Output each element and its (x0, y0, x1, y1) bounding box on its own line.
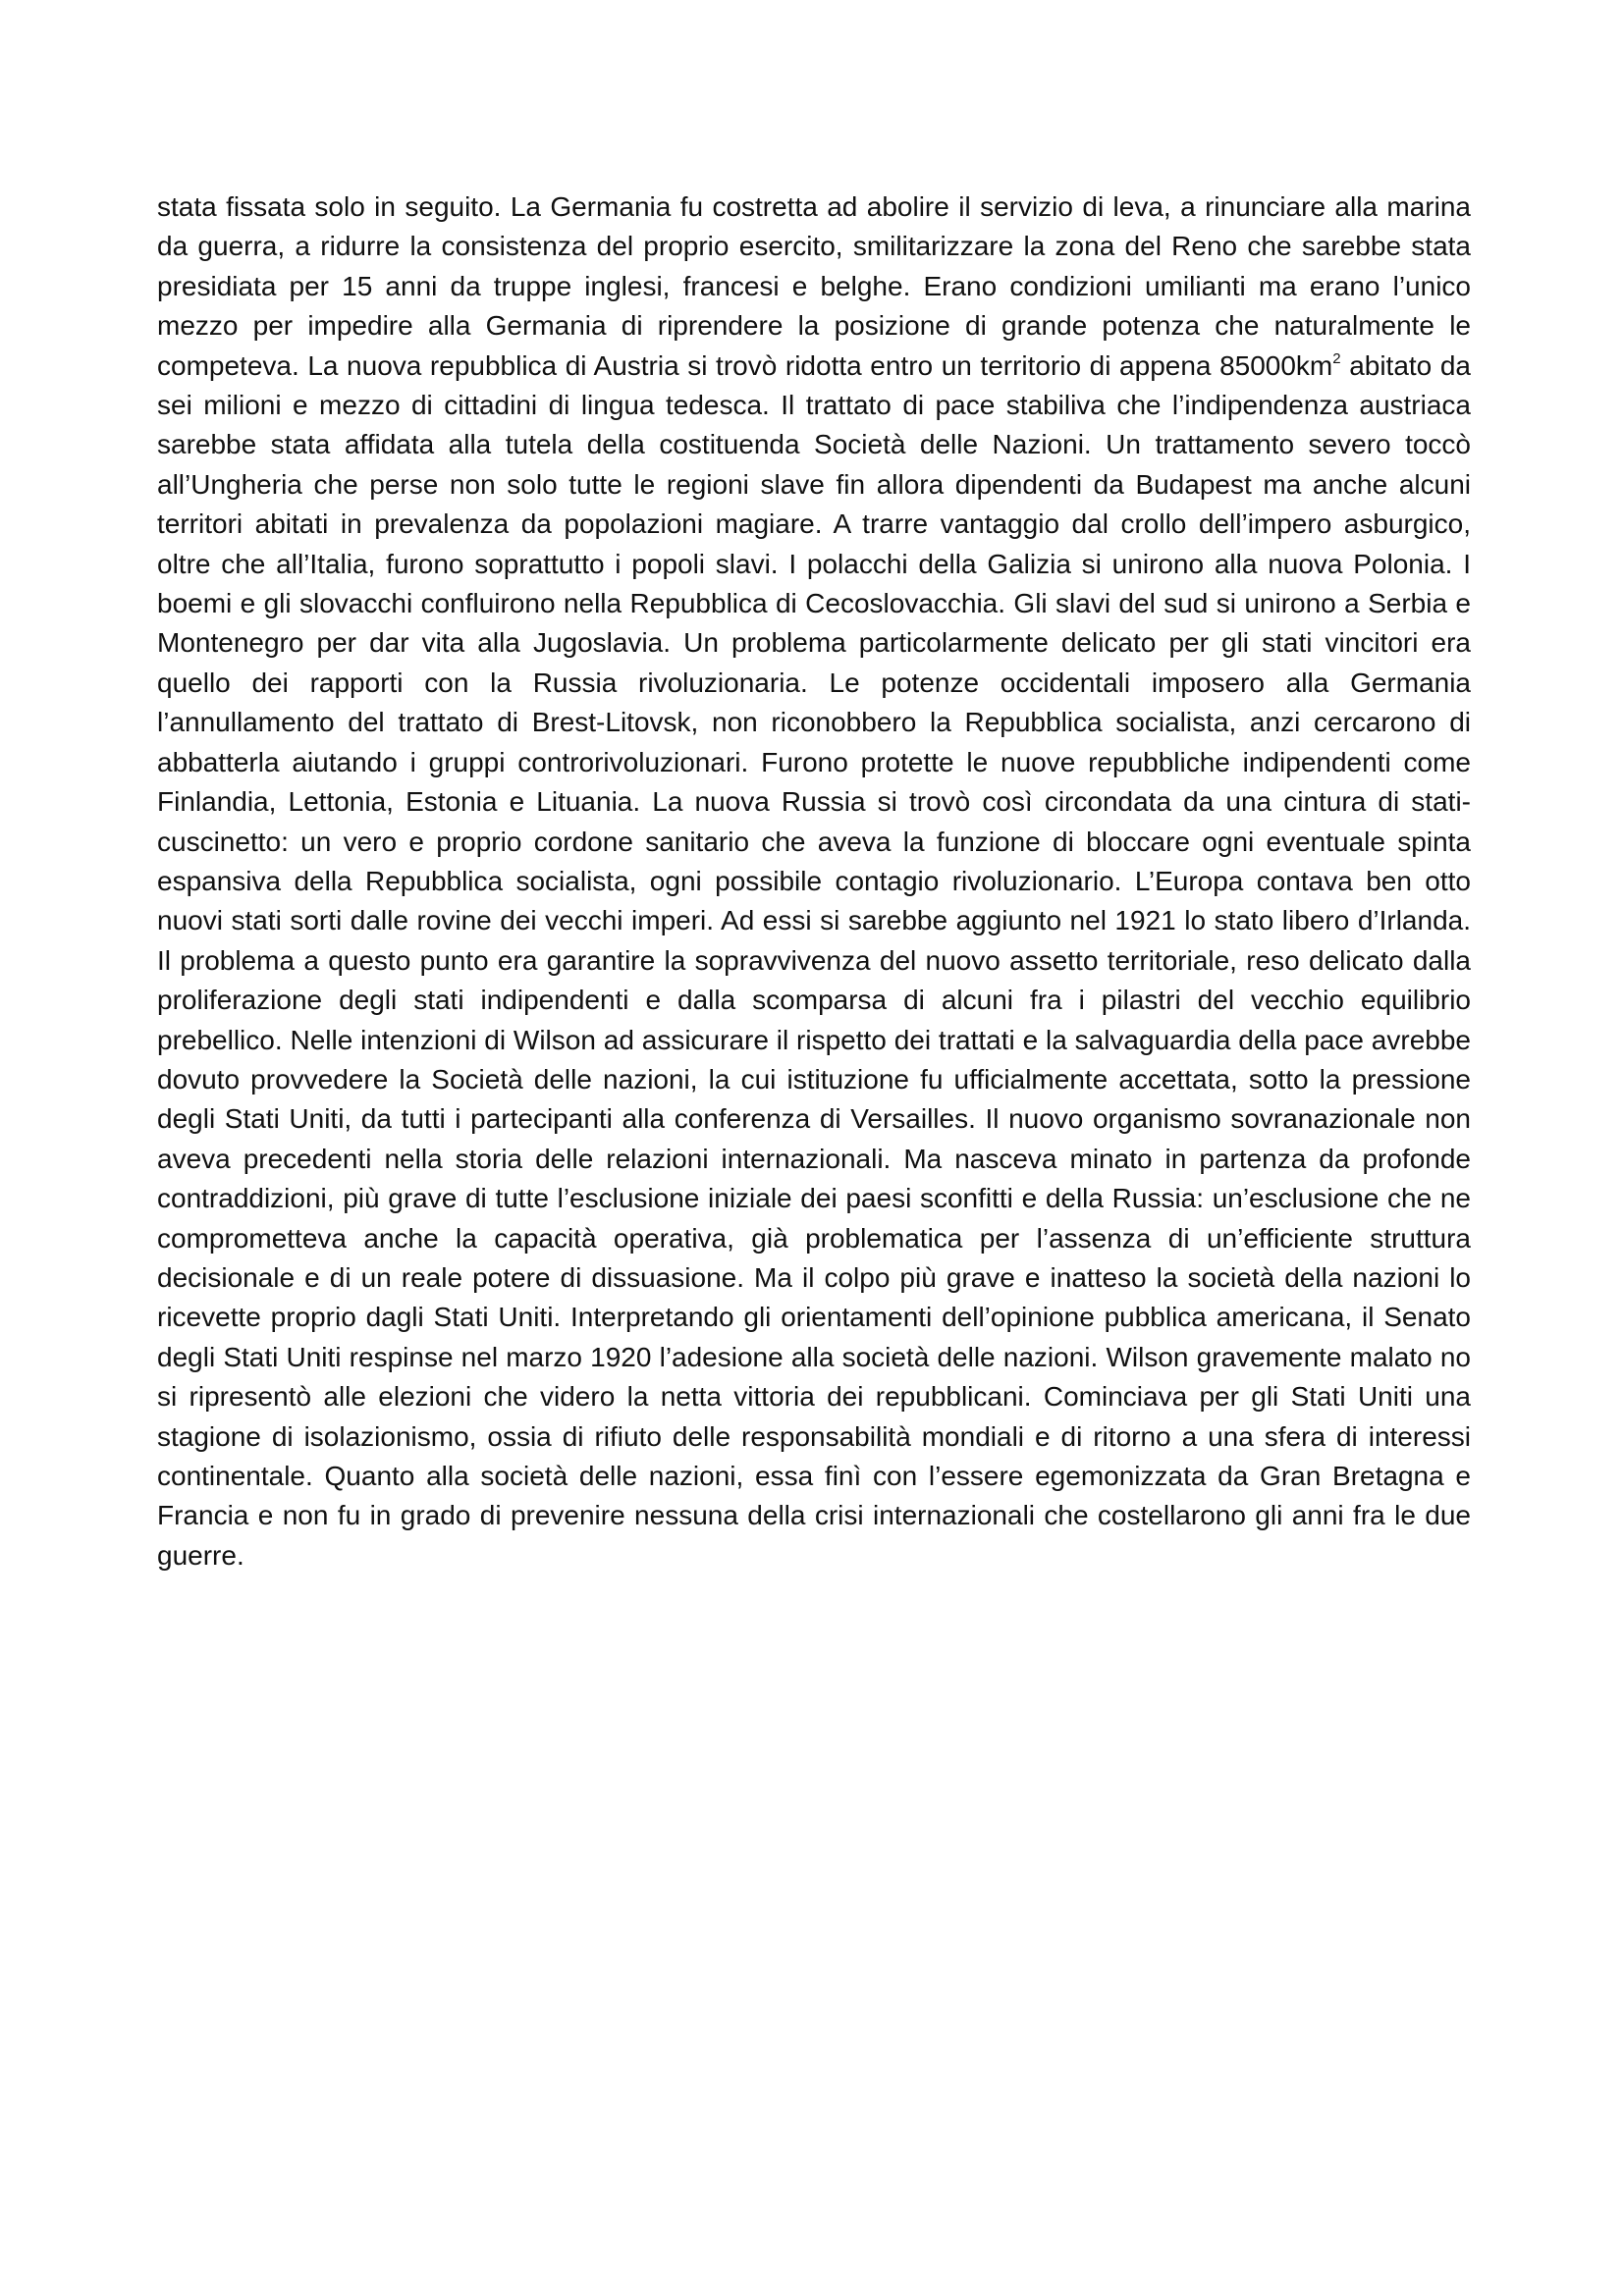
body-paragraph (157, 187, 1471, 1575)
superscript-squared: 2 (1332, 349, 1341, 367)
paragraph-text-part-1: stata fissata solo in seguito. La Germania fu costretta ad abolire il servizio di leva, a rinunciare alla marina da guerra, a ridurre la consistenza del proprio esercito, smilitarizzare la zona del Reno che sarebbe stata presidiata per 15 anni da truppe inglesi, francesi e belghe. Erano condizioni umilianti ma erano l’unico mezzo per impedire alla Germania di riprendere la posizione di grande potenza che naturalmente le competeva. La nuova repubblica di Austria si trovò ridotta entro un territorio di appena 85000km (157, 191, 1471, 381)
paragraph-text-part-2: abitato da sei milioni e mezzo di cittadini di lingua tedesca. Il trattato di pace stabiliva che l’indipendenza austriaca sarebbe stata affidata alla tutela della costituenda Società delle Nazioni. Un trattamento severo toccò all’Ungheria che perse non solo tutte le regioni slave fin allora dipendenti da Budapest ma anche alcuni territori abitati in prevalenza da popolazioni magiare. A trarre vantaggio dal crollo dell’impero asburgico, oltre che all’Italia, furono soprattutto i popoli slavi. I polacchi della Galizia si unirono alla nuova Polonia. I boemi e gli slovacchi confluirono nella Repubblica di Cecoslovacchia. Gli slavi del sud si unirono a Serbia e Montenegro per dar vita alla Jugoslavia. Un problema particolarmente delicato per gli stati vincitori era quello dei rapporti con la Russia rivoluzionaria. Le potenze occidentali imposero alla Germania l’annullamento del trattato di Brest-Litovsk, non riconobbero la Repubblica socialista, anzi cercarono di abbatterla aiutando i gruppi controrivoluzionari. Furono protette le nuove repubbliche indipendenti come Finlandia, Lettonia, Estonia e Lituania. La nuova Russia si trovò così circondata da una cintura di stati-cuscinetto: un vero e proprio cordone sanitario che aveva la funzione di bloccare ogni eventuale spinta espansiva della Repubblica socialista, ogni possibile contagio rivoluzionario. L’Europa contava ben otto nuovi stati sorti dalle rovine dei vecchi imperi. Ad essi si sarebbe aggiunto nel 1921 lo stato libero d’Irlanda. Il problema a questo punto era garantire la sopravvivenza del nuovo assetto territoriale, reso delicato dalla proliferazione degli stati indipendenti e dalla scomparsa di alcuni fra i pilastri del vecchio equilibrio prebellico. Nelle intenzioni di Wilson ad assicurare il rispetto dei trattati e la salvaguardia della pace avrebbe dovuto provvedere la Società delle nazioni, la cui istituzione fu ufficialmente accettata, sotto la pressione degli Stati Uniti, da tutti i partecipanti alla conferenza di Versailles. Il nuovo organismo sovranazionale non aveva precedenti nella storia delle relazioni internazionali. Ma nasceva minato in partenza da profonde contraddizioni, più grave di tutte l’esclusione iniziale dei paesi sconfitti e della Russia: un’esclusione che ne comprometteva anche la capacità operativa, già problematica per l’assenza di un’efficiente struttura decisionale e di un reale potere di dissuasione. Ma il colpo più grave e inatteso la società della nazioni lo ricevette proprio dagli Stati Uniti. Interpretando gli orientamenti dell’opinione pubblica americana, il Senato degli Stati Uniti respinse nel marzo 1920 l’adesione alla società delle nazioni. Wilson gravemente malato no si ripresentò alle elezioni che videro la netta vittoria dei repubblicani. Cominciava per gli Stati Uniti una stagione di isolazionismo, ossia di rifiuto delle responsabilità mondiali e di ritorno a una sfera di interessi continentale. Quanto alla società delle nazioni, essa finì con l’essere egemonizzata da Gran Bretagna e Francia e non fu in grado di prevenire nessuna della crisi internazionali che costellarono gli anni fra le due guerre. (157, 349, 1471, 1571)
